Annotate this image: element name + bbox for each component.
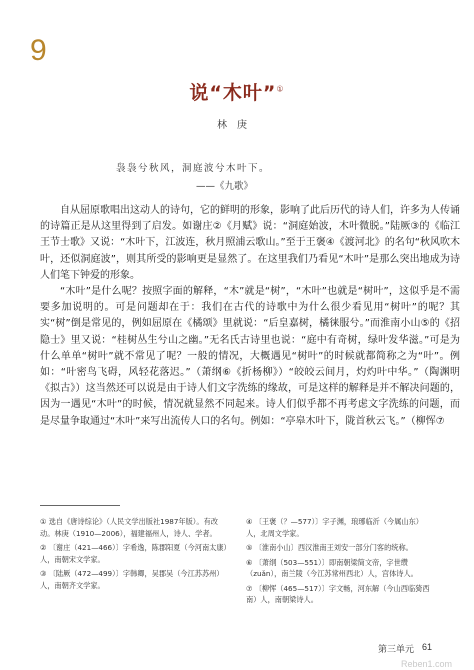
article-body bbox=[40, 203, 460, 430]
footnote: ① 选自《唐诗综论》（人民文学出版社1987年版）。有改动。林庚（1910—2006），福建福州人，诗人、学者。 bbox=[40, 517, 218, 538]
paragraph: “木叶”是什么呢？按照字面的解释，“木”就是“树”，“木叶”也就是“树叶”，这似乎是不需要多加说明的。可是问题却在于：我们在古代的诗歌中为什么很少看见用“树叶”的呢？其实“树”倒是常见的，例如屈原在《橘颂》里就说：“后皇嘉树，橘徕服兮。”而淮南小山⑤的《招隐士》里又说：“桂树丛生兮山之幽。”无名氏古诗里也说：“庭中有奇树，绿叶发华滋。”可是为什么单单“树叶”就不常见了呢？一般的情况，大概遇见“树叶”的时候就都简称之为“叶”。例如：“叶密鸟飞碍，风轻花落迟。”（萧纲⑥《折杨柳》）“皎皎云间月，灼灼叶中华。”（陶渊明《拟古》）这当然还可以说是由于诗人们文字洗练的缘故，可是这样的解释是并不解决问题的，因为一遇见“木叶”的时候，情况就显然不同起来。诗人们似乎都不再考虑文字洗练的问题，而是尽量争取通过“木叶”来写出流传人口的名句。例如：“亭皋木叶下，陇首秋云飞。”（柳恽⑦ bbox=[40, 286, 460, 427]
epigraph bbox=[116, 160, 376, 192]
unit-label: 第三单元 bbox=[377, 645, 414, 655]
watermark-site: Reben1.com bbox=[400, 659, 452, 669]
footnote: ⑥ 〔萧纲（503—551）〕即南朝梁简文帝，字世缵（zuǎn），南兰陵（今江苏常州西北）人，宫体诗人。 bbox=[246, 557, 418, 578]
footnote: ④ 〔王褒（？—577）〕字子渊，琅琊临沂（今属山东）人，北周文学家。 bbox=[246, 517, 423, 538]
lesson-number: 9 bbox=[30, 34, 47, 67]
page-number: 61 bbox=[421, 642, 432, 652]
footnotes-right-column bbox=[246, 516, 436, 609]
watermark bbox=[401, 648, 452, 670]
footnote-divider bbox=[40, 505, 120, 506]
footnote: ⑤ 〔淮南小山〕西汉淮南王刘安一部分门客的统称。 bbox=[246, 543, 413, 552]
title-footnote-mark: ① bbox=[276, 84, 285, 94]
footnote: ③ 〔陆厥（472—499）〕字韩卿，吴郡吴（今江苏苏州）人，南朝齐文学家。 bbox=[40, 569, 224, 590]
epigraph-source: ——《九歌》 bbox=[196, 181, 254, 192]
footnote: ② 〔谢庄（421—466）〕字希逸，陈郡阳夏（今河南太康）人，南朝宋文学家。 bbox=[40, 543, 228, 564]
footnotes bbox=[40, 516, 440, 609]
article-title bbox=[0, 78, 474, 105]
footnotes-left-column bbox=[40, 516, 230, 609]
paragraph: 自从屈原歌唱出这动人的诗句，它的鲜明的形象，影响了此后历代的诗人们，许多为人传诵的诗篇正是从这里得到了启发。如谢庄②《月赋》说：“洞庭始波，木叶微脱。”陆厥③的《临江王节士歌》又说：“木叶下，江波连，秋月照浦云歌山。”至于王褒④《渡河北》的名句“秋风吹木叶，还似洞庭波”，则其所受的影响更是显然了。在这里我们乃看见“木叶”是那么突出地成为诗人们笔下钟爱的形象。 bbox=[40, 205, 460, 281]
title-text: 说“木叶” bbox=[189, 82, 277, 104]
epigraph-line: 袅袅兮秋风，洞庭波兮木叶下。 bbox=[116, 163, 271, 174]
author-name: 林庚 bbox=[217, 120, 257, 131]
footnote: ⑦ 〔柳恽（465—517）〕字文畅，河东解（今山西临猗西南）人，南朝梁诗人。 bbox=[246, 583, 430, 604]
